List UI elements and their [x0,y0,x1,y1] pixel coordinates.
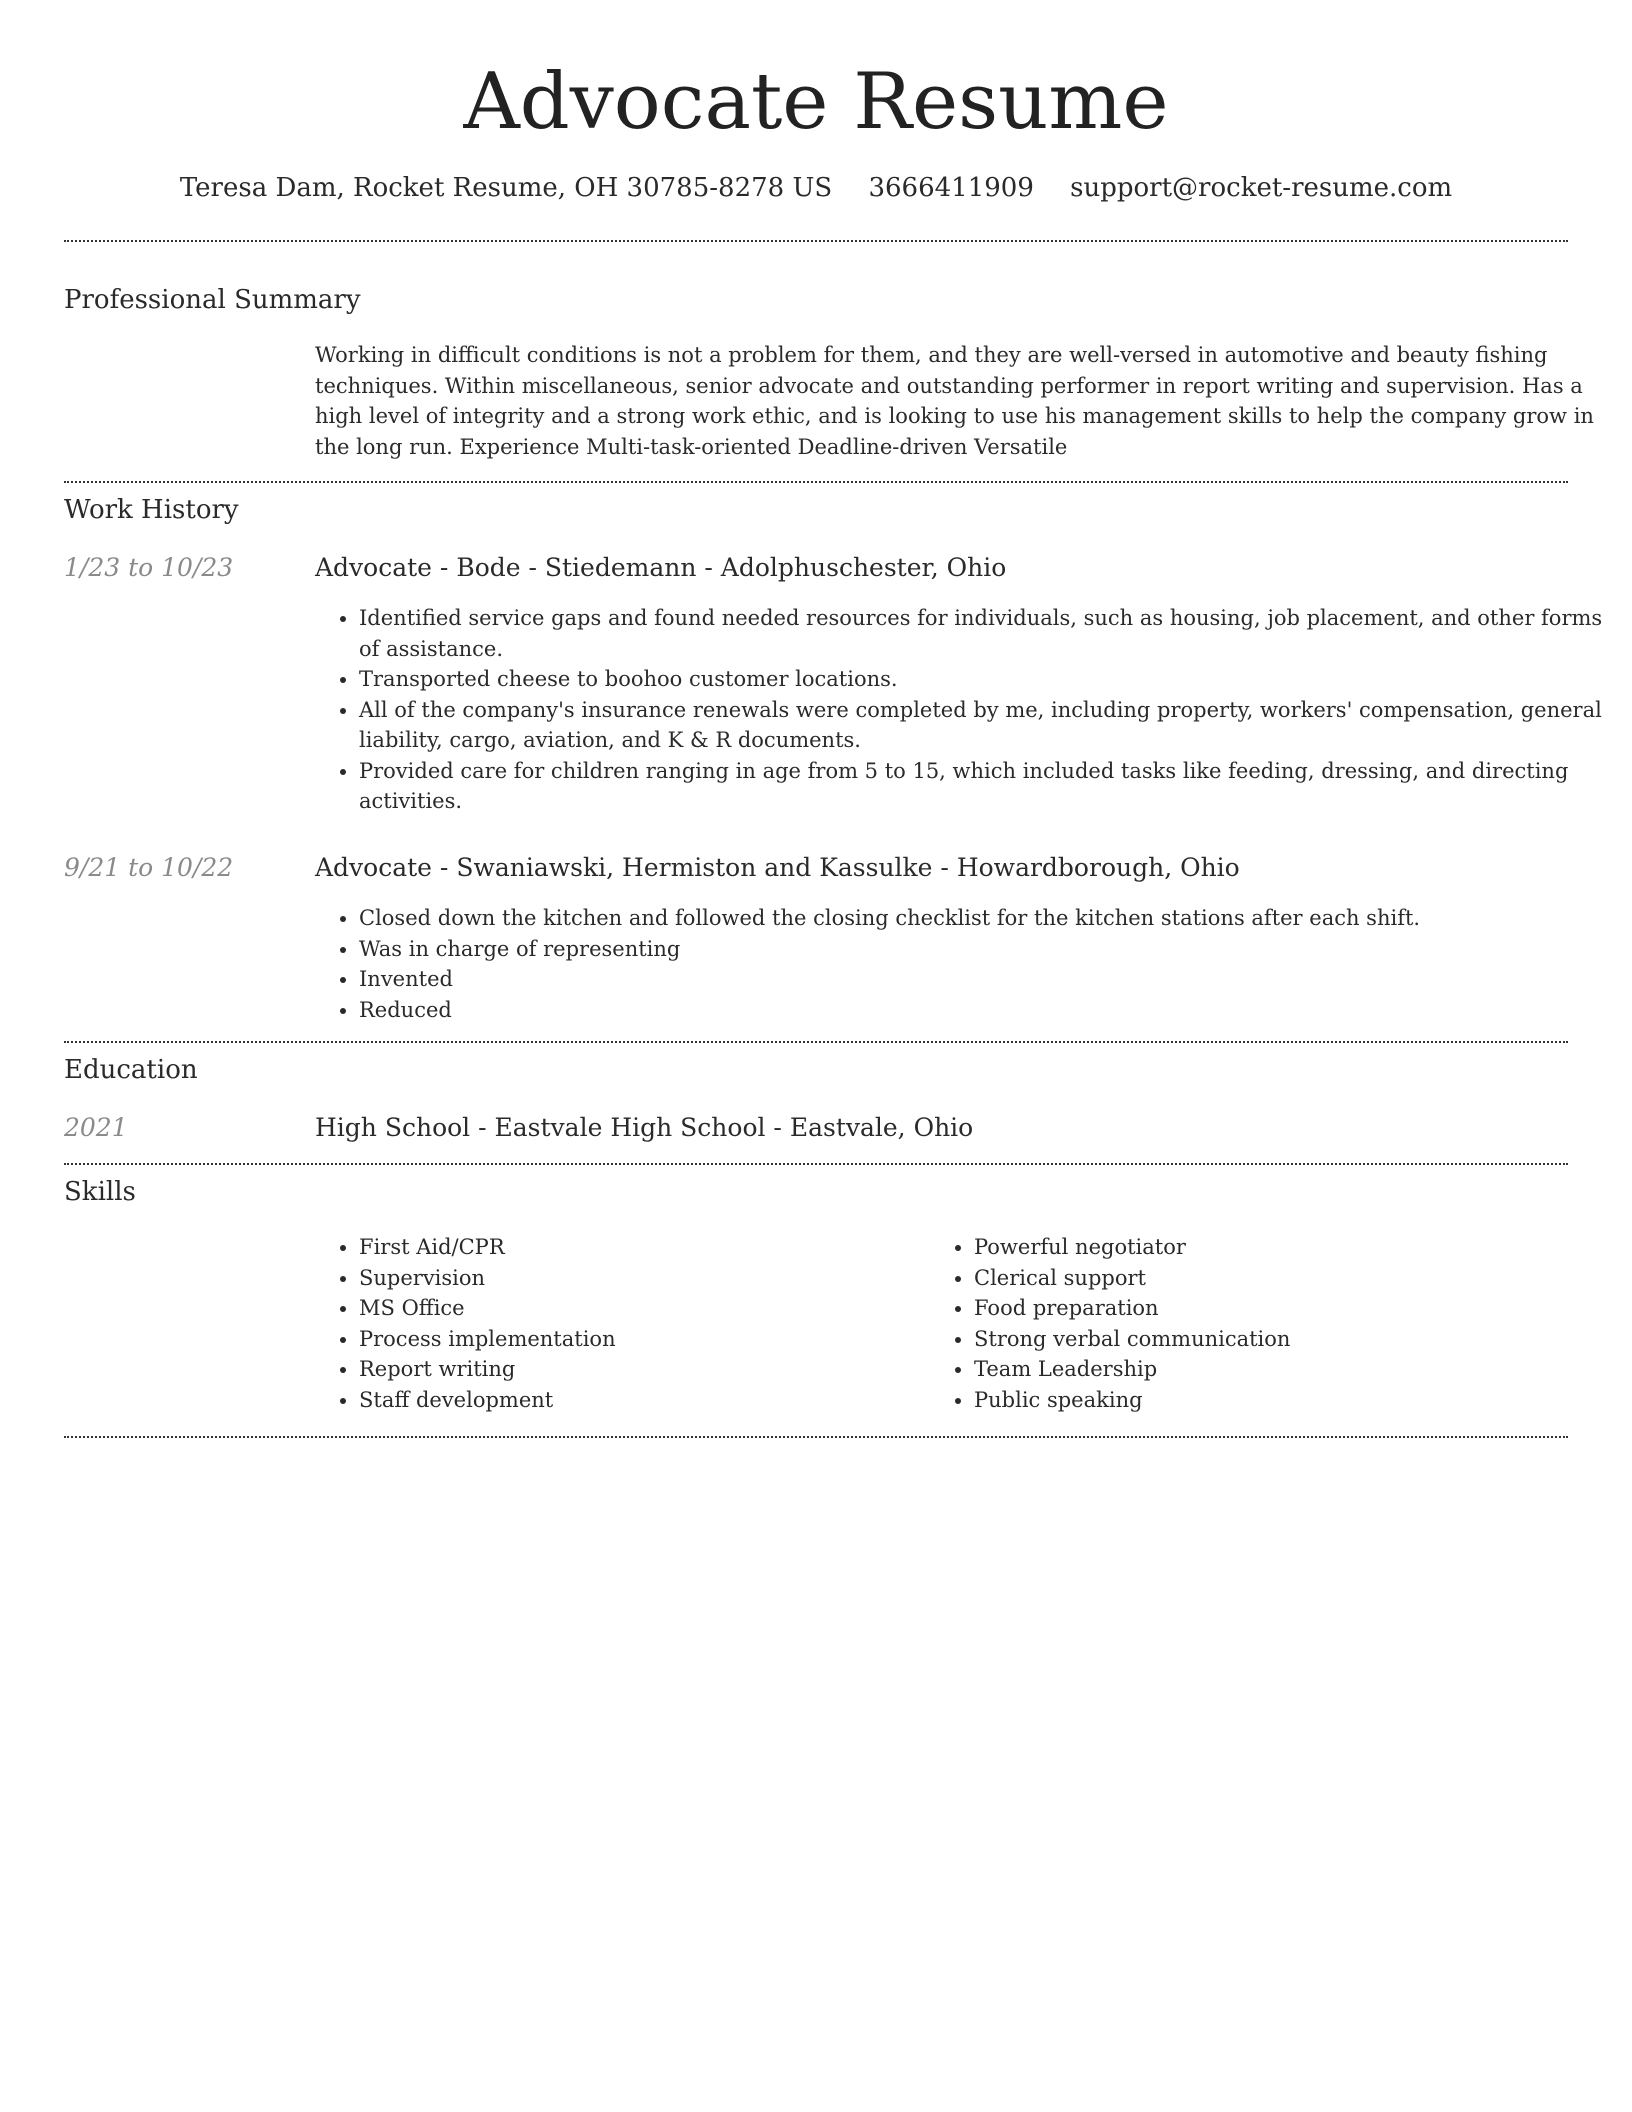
skills-heading: Skills [64,1177,136,1207]
divider [64,1041,1568,1043]
contact-address: Teresa Dam, Rocket Resume, OH 30785-8278 US [179,173,833,203]
job-dates: 1/23 to 10/23 [64,553,234,582]
skills-list-right [930,1232,1534,1415]
job-duties-list [315,903,1619,1025]
skill-item: • Supervision [359,1263,919,1294]
work-history-heading: Work History [64,495,239,525]
list-item: • Was in charge of representing [359,934,1619,965]
education-title: High School - Eastvale High School - Eastvale, Ohio [315,1113,974,1142]
skill-item: • Staff development [359,1385,919,1416]
skill-item: • Process implementation [359,1324,919,1355]
summary-heading: Professional Summary [64,285,361,315]
list-item: • Invented [359,964,1619,995]
skill-item: • Clerical support [974,1263,1534,1294]
skill-item: • Powerful negotiator [974,1232,1534,1263]
job-duties-list [315,603,1619,817]
divider [64,481,1568,483]
skill-item: • Team Leadership [974,1354,1534,1385]
divider [64,240,1568,242]
contact-phone: 3666411909 [868,173,1034,203]
skill-item: • Strong verbal communication [974,1324,1534,1355]
skill-item: • MS Office [359,1293,919,1324]
list-item: • Identified service gaps and found needed resources for individuals, such as housing, job placement, and other forms of assistance. [359,603,1619,664]
contact-email: support@rocket-resume.com [1070,173,1453,203]
list-item: • Provided care for children ranging in age from 5 to 15, which included tasks like feeding, dressing, and directing activities. [359,756,1619,817]
list-item: • All of the company's insurance renewals were completed by me, including property, workers' compensation, general liability, cargo, aviation, and K & R documents. [359,695,1619,756]
list-item: • Reduced [359,995,1619,1026]
job-title: Advocate - Bode - Stiedemann - Adolphuschester, Ohio [315,553,1007,582]
job-title: Advocate - Swaniawski, Hermiston and Kassulke - Howardborough, Ohio [315,853,1240,882]
divider [64,1436,1568,1438]
education-year: 2021 [64,1113,128,1142]
list-item: • Closed down the kitchen and followed the closing checklist for the kitchen stations after each shift. [359,903,1619,934]
skill-item: • Public speaking [974,1385,1534,1416]
education-heading: Education [64,1055,198,1085]
skill-item: • Food preparation [974,1293,1534,1324]
skill-item: • Report writing [359,1354,919,1385]
skills-list-left [315,1232,919,1415]
resume-title: Advocate Resume [463,57,1169,147]
divider [64,1163,1568,1165]
list-item: • Transported cheese to boohoo customer locations. [359,664,1619,695]
skill-item: • First Aid/CPR [359,1232,919,1263]
job-dates: 9/21 to 10/22 [64,853,234,882]
contact-info [64,170,1568,206]
summary-text: Working in difficult conditions is not a problem for them, and they are well-versed in automotive and beauty fishing techniques. Within miscellaneous, senior advocate and outstanding performer in report writing and supervision. Has a high level of integrity and a strong work ethic, and is looking to use his management skills to help the company grow in the long run. Experience Multi-task-oriented Deadline-driven Versatile [315,343,1594,459]
